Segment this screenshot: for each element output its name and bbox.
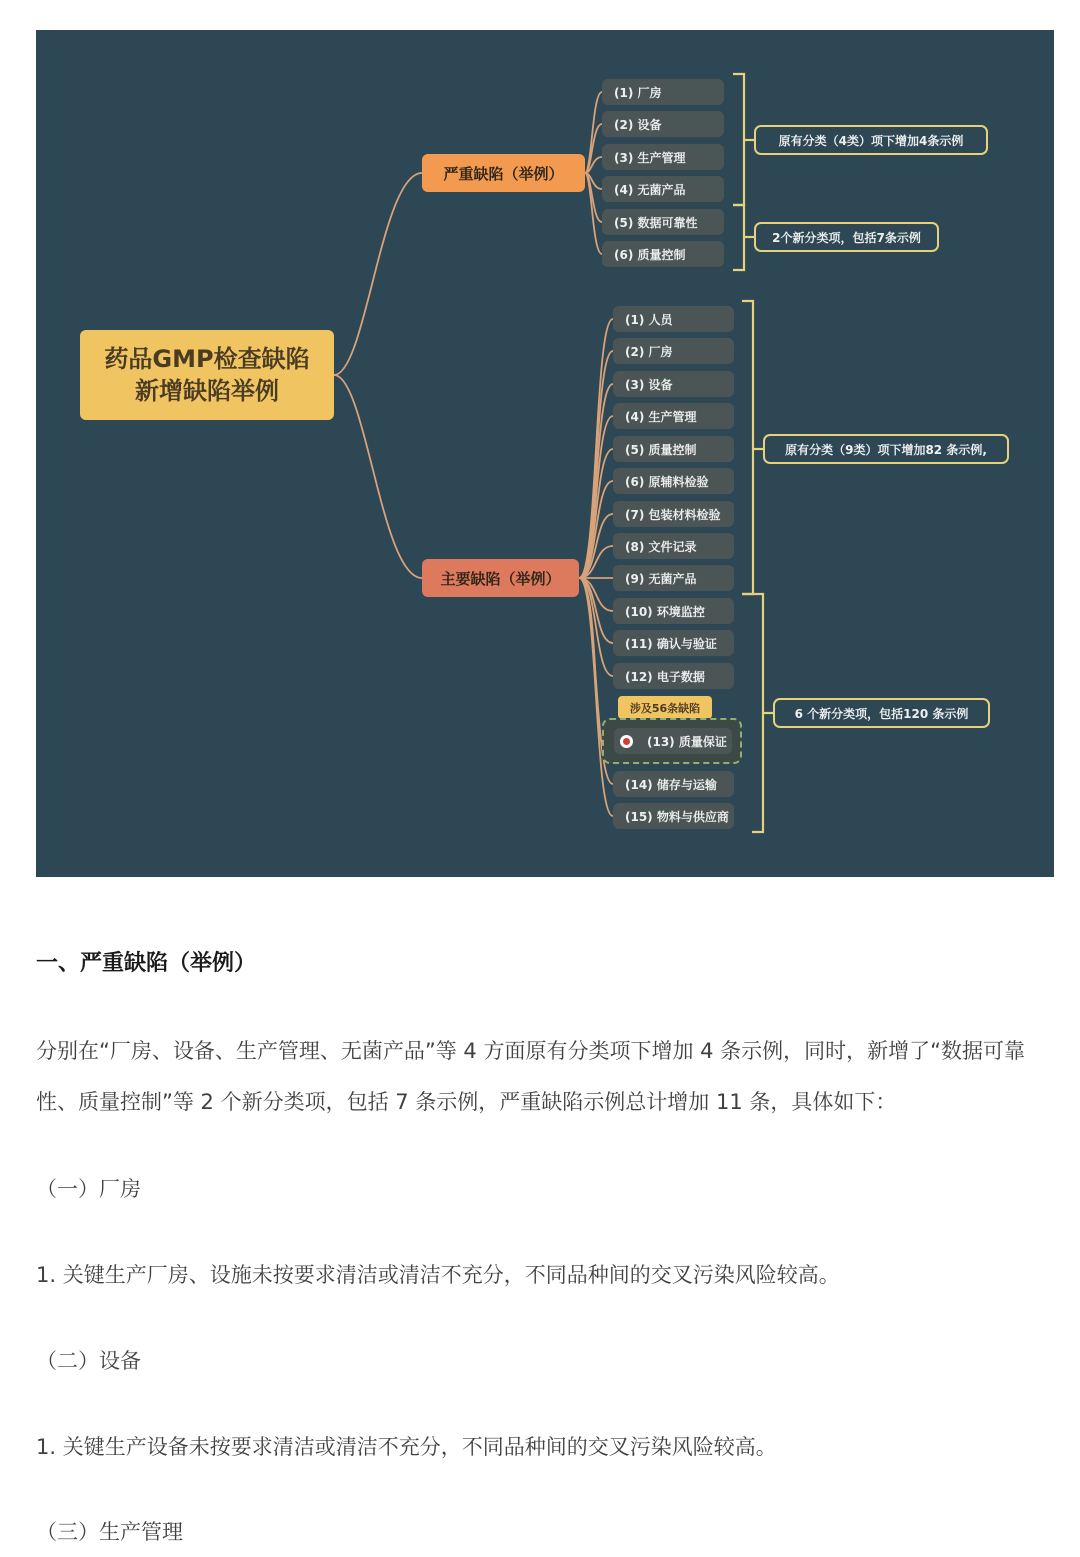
major-item: (14) 储存与运输 bbox=[613, 771, 734, 797]
target-icon bbox=[620, 735, 633, 748]
major-note-existing: 原有分类（9类）项下增加82 条示例, bbox=[763, 434, 1009, 464]
severe-item: (1) 厂房 bbox=[602, 79, 724, 105]
major-item: (5) 质量控制 bbox=[613, 436, 734, 462]
severe-item: (2) 设备 bbox=[602, 111, 724, 137]
severe-note-new: 2个新分类项，包括7条示例 bbox=[754, 222, 939, 252]
major-item: (12) 电子数据 bbox=[613, 663, 734, 689]
section-heading: 一、严重缺陷（举例） bbox=[36, 951, 257, 976]
highlighted-item-label: (13) 质量保证 bbox=[647, 734, 727, 749]
major-item: (4) 生产管理 bbox=[613, 403, 734, 429]
mindmap-image bbox=[36, 30, 1054, 877]
severe-item: (3) 生产管理 bbox=[602, 144, 724, 170]
list-item: 1. 关键生产设备未按要求清洁或清洁不充分，不同品种间的交叉污染风险较高。 bbox=[36, 1435, 777, 1459]
highlighted-item bbox=[602, 718, 742, 764]
intro-paragraph: 分别在“厂房、设备、生产管理、无菌产品”等 4 方面原有分类项下增加 4 条示例，同时，新增了“数据可靠性、质量控制”等 2 个新分类项，包括 7 条示例，严重缺陷示例总计增加 11 条，具体如下： bbox=[36, 1039, 1026, 1114]
major-item: (6) 原辅料检验 bbox=[613, 468, 734, 494]
severe-note-existing: 原有分类（4类）项下增加4条示例 bbox=[754, 125, 988, 155]
defect-count-tag: 涉及56条缺陷 bbox=[618, 696, 712, 719]
branch-severe-defects: 严重缺陷（举例） bbox=[422, 154, 585, 192]
branch-major-defects: 主要缺陷（举例） bbox=[422, 559, 579, 597]
subheading-production: （三）生产管理 bbox=[36, 1520, 183, 1544]
severe-item: (6) 质量控制 bbox=[602, 241, 724, 267]
major-item: (11) 确认与验证 bbox=[613, 630, 734, 656]
major-item: (2) 厂房 bbox=[613, 338, 734, 364]
root-title: 药品GMP检查缺陷 新增缺陷举例 bbox=[104, 345, 310, 405]
mindmap-root bbox=[80, 330, 334, 420]
major-item: (9) 无菌产品 bbox=[613, 565, 734, 591]
severe-item: (5) 数据可靠性 bbox=[602, 209, 724, 235]
list-item: 1. 关键生产厂房、设施未按要求清洁或清洁不充分，不同品种间的交叉污染风险较高。 bbox=[36, 1263, 840, 1287]
major-item: (15) 物料与供应商 bbox=[613, 803, 734, 829]
major-item: (10) 环境监控 bbox=[613, 598, 734, 624]
major-note-new: 6 个新分类项，包括120 条示例 bbox=[773, 698, 990, 728]
major-item: (3) 设备 bbox=[613, 371, 734, 397]
subheading-equipment: （二）设备 bbox=[36, 1349, 141, 1373]
severe-item: (4) 无菌产品 bbox=[602, 176, 724, 202]
major-item: (1) 人员 bbox=[613, 306, 734, 332]
major-item: (8) 文件记录 bbox=[613, 533, 734, 559]
subheading-plant: （一）厂房 bbox=[36, 1177, 141, 1201]
major-item: (7) 包装材料检验 bbox=[613, 501, 734, 527]
